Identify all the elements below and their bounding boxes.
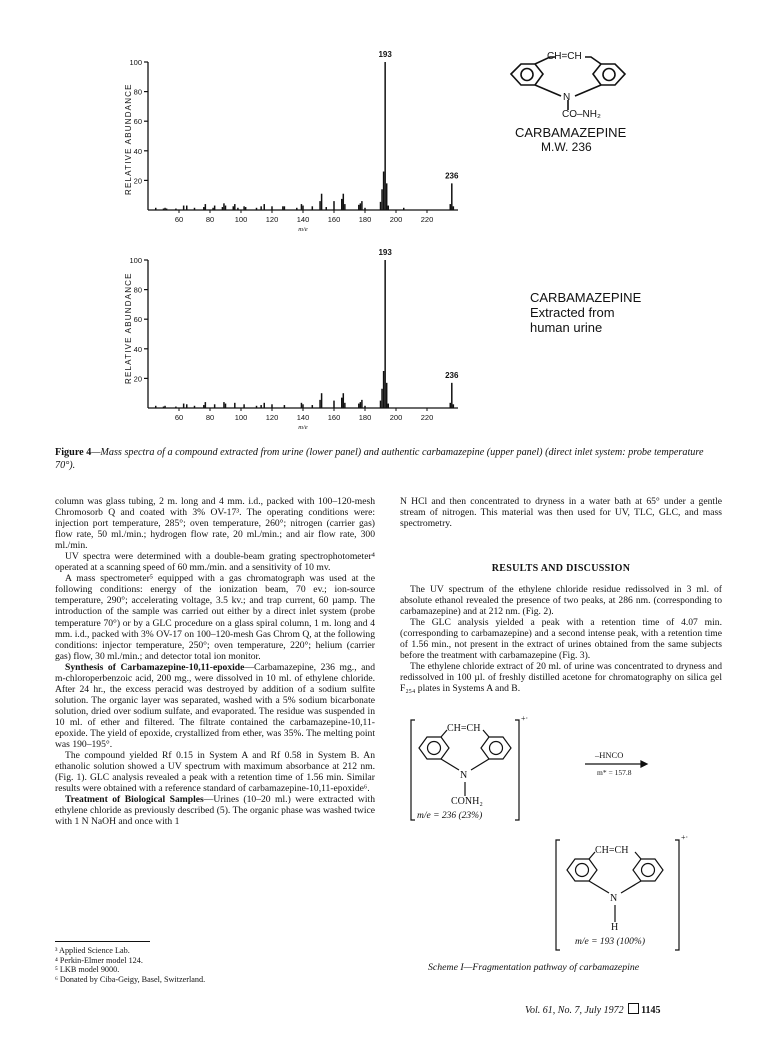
extracted-label xyxy=(530,290,641,335)
y-tick-label: 40 xyxy=(133,344,142,354)
treatment-text: —Urines (10–20 ml.) were extracted with ethylene chloride as previously described (5). The organic phase was washed twice with 1 N NaOH and once with 1 xyxy=(55,794,375,828)
structure-bridge-label: CH=CH xyxy=(547,51,582,62)
footnote-3: ³ Applied Science Lab. xyxy=(55,946,130,955)
x-tick-label: 220 xyxy=(420,215,434,224)
scheme-fragmentation xyxy=(395,700,725,990)
scheme-drawing xyxy=(395,700,725,990)
scheme-sub-2: H xyxy=(611,922,619,933)
y-tick-label: 20 xyxy=(133,374,142,384)
lower-spectrum-svg xyxy=(110,246,470,442)
scheme-mstar: m* = 157.8 xyxy=(597,768,632,777)
x-tick-label: 180 xyxy=(358,215,372,224)
footnote-6: ⁶ Donated by Ciba-Geigy, Basel, Switzerland. xyxy=(55,974,206,984)
peak-label: 193 xyxy=(378,248,392,257)
footnote-4: ⁴ Perkin-Elmer model 124. xyxy=(55,955,143,965)
synthesis-text: —Carbamazepine, 236 mg., and m-chloroperbenzoic acid, 200 mg., were dissolved in 10 ml. of ethylene chloride. After 24 hr., the excess peracid was destroyed by addition of a sodium sulfite solution. The organic layer was separated, washed with a 5% sodium bicarbonate solution, dried over sodium sulfate, and evaporated. The residue was suspended in 10 ml. of ether and filtered. The filtrate contained the carbamazepine-10,11-epoxide. The yield of epoxide, crystallized from ether, was 35%. The melting point was 190–195°. xyxy=(55,661,375,751)
y-tick-label: 60 xyxy=(133,315,142,325)
rf-paragraph: The compound yielded Rf 0.15 in System A and Rf 0.58 in System B. An ethanolic solution showed a UV spectrum with maximum absorbance at 212 nm. (Fig. 1). GLC analysis revealed a peak with a retention time of 1.56 min. Similar results were obtained with a reference standard of carbamazepine-10,11-epoxide⁶. xyxy=(55,750,375,795)
scheme-n-1: N xyxy=(460,770,468,781)
results-heading: RESULTS AND DISCUSSION xyxy=(491,563,631,574)
footer-box-icon xyxy=(628,1003,639,1014)
y-tick-label: 80 xyxy=(133,285,142,295)
x-tick-label: 100 xyxy=(234,413,248,422)
results-paragraph-3: The ethylene chloride extract of 20 ml. of urine was concentrated to dryness and redissolved in 100 µl. of freshly distilled acetone for chromatography on silica gel F₂₅₄ plates in Systems A and B. xyxy=(400,661,722,695)
scheme-me-1: m/e = 236 (23%) xyxy=(417,811,483,821)
synthesis-paragraph xyxy=(55,662,375,750)
right-column-results xyxy=(400,584,722,694)
scheme-bridge-1: CH=CH xyxy=(447,723,481,734)
y-tick-label: 100 xyxy=(129,256,142,265)
scheme-bridge-2: CH=CH xyxy=(595,845,629,856)
treatment-paragraph xyxy=(55,794,375,827)
y-tick-label: 40 xyxy=(133,146,142,156)
right-column-top xyxy=(400,496,722,529)
extracted-label-line-1: CARBAMAZEPINE xyxy=(530,290,642,305)
results-paragraph-1: The UV spectrum of the ethylene chloride residue redissolved in 3 ml. of absolute ethanol revealed the presence of two peaks, at 286 nm. (corresponding to carbamazepine) and at 212 nm. (Fig. 2). xyxy=(400,584,722,618)
lower-y-axis-label: RELATIVE ABUNDANCE xyxy=(124,272,133,384)
figure-caption-label: Figure 4 xyxy=(55,447,92,458)
footnotes xyxy=(55,946,375,984)
left-paragraph-2: UV spectra were determined with a double-beam grating spectrophotometer⁴ operated at a scanning speed of 60 mm./min. and a sensitivity of 10 mv. xyxy=(55,551,375,574)
scheme-loss: –HNCO xyxy=(595,750,624,760)
y-tick-label: 60 xyxy=(133,117,142,127)
peak-label: 193 xyxy=(378,50,392,59)
x-tick-label: 180 xyxy=(358,413,372,422)
extracted-label-line-3: human urine xyxy=(530,320,603,335)
right-paragraph-continued: N HCl and then concentrated to dryness in a water bath at 65° under a gentle stream of nitrogen. This material was then used for UV, TLC, GLC, and mass spectrometry. xyxy=(400,496,722,530)
left-paragraph-1: column was glass tubing, 2 m. long and 4 mm. i.d., packed with 100–120-mesh Chromosorb Q and coated with 3% OV-17³. The operating conditions were: injection port temperature, 285°; oven temperature, 260°; nitrogen (carrier gas) flow rate, 50 ml./min.; hydrogen flow rate, 20 ml./min.; and air flow rate, 300 ml./min. xyxy=(55,496,375,552)
x-tick-label: 220 xyxy=(420,413,434,422)
journal-citation: Vol. 61, No. 7, July 1972 xyxy=(525,1005,624,1016)
x-tick-label: 140 xyxy=(296,413,310,422)
x-tick-label: 80 xyxy=(205,215,215,224)
results-paragraph-2: The GLC analysis yielded a peak with a retention time of 4.07 min. (corresponding to carbamazepine) and a second intense peak, with a retention time of 1.56 min., not present in the extract of urines obtained from the same subjects before the treatment with carbamazepine (Fig. 3). xyxy=(400,617,722,662)
peak-label: 236 xyxy=(445,370,459,380)
upper-spectrum-svg xyxy=(110,52,470,232)
structure-name: CARBAMAZEPINE xyxy=(515,125,627,140)
structure-n-label: N xyxy=(563,92,571,103)
figure-caption-text: —Mass spectra of a compound extracted from urine (lower panel) and authentic carbamazepine (upper panel) (direct inlet system: probe temperature 70°). xyxy=(55,447,704,471)
footnote-5: ⁵ LKB model 9000. xyxy=(55,965,120,975)
lower-mass-spectrum xyxy=(110,246,470,447)
carbamazepine-structure xyxy=(505,52,645,162)
structure-sub-label: CO–NH₂ xyxy=(562,109,601,120)
treatment-title: Treatment of Biological Samples xyxy=(65,794,204,806)
x-tick-label: 120 xyxy=(265,413,279,422)
x-tick-label: 160 xyxy=(327,413,341,422)
upper-y-axis-label: RELATIVE ABUNDANCE xyxy=(124,83,133,195)
scheme-me-2: m/e = 193 (100%) xyxy=(575,937,645,947)
page-footer xyxy=(525,1003,661,1016)
x-tick-label: 140 xyxy=(296,215,310,224)
structure-mw: M.W. 236 xyxy=(541,140,592,154)
x-tick-label: 200 xyxy=(389,413,403,422)
y-tick-label: 100 xyxy=(129,58,142,67)
synthesis-title: Synthesis of Carbamazepine-10,11-epoxide xyxy=(65,661,245,673)
x-tick-label: 160 xyxy=(327,215,341,224)
x-tick-label: 200 xyxy=(389,215,403,224)
y-tick-label: 80 xyxy=(133,87,142,97)
x-tick-label: 60 xyxy=(174,413,184,422)
x-axis-label: m/e xyxy=(298,424,308,431)
page-number: 1145 xyxy=(641,1005,661,1016)
scheme-n-2: N xyxy=(610,893,618,904)
y-tick-label: 20 xyxy=(133,176,142,186)
figure-caption xyxy=(55,446,723,472)
scheme-sub-1: CONH₂ xyxy=(451,796,483,807)
scheme-charge-2: +· xyxy=(681,833,689,842)
left-column xyxy=(55,496,375,827)
peak-label: 236 xyxy=(445,171,459,181)
x-tick-label: 60 xyxy=(174,215,184,224)
scheme-caption: Scheme I—Fragmentation pathway of carbamazepine xyxy=(428,962,640,973)
left-paragraph-3: A mass spectrometer⁵ equipped with a gas chromatograph was used at the following conditions: energy of the ionization beam, 70 ev.; ion-source temperature, 290°; accelerating voltage, 3.5 kv.; and trap current, 60 µamp. The introduction of the sample was carried out either by a direct inlet system (probe temperature 70°) or by a GLC procedure on a glass spiral column, 1 m. long and 4 mm. i.d., packed with 3% OV-17 on 100–120-mesh Gas Chrom Q, at the following conditions: injector temperature, 250°; oven temperature, 220°; helium (carrier gas) flow, 30 ml./min.; and detector total ion monitor. xyxy=(55,573,375,662)
scheme-charge-1: +· xyxy=(521,714,529,723)
upper-mass-spectrum xyxy=(110,52,470,237)
x-tick-label: 80 xyxy=(205,413,215,422)
footnote-rule xyxy=(55,941,150,942)
x-axis-label: m/e xyxy=(298,226,308,233)
x-tick-label: 120 xyxy=(265,215,279,224)
x-tick-label: 100 xyxy=(234,215,248,224)
extracted-label-line-2: Extracted from xyxy=(530,305,615,320)
